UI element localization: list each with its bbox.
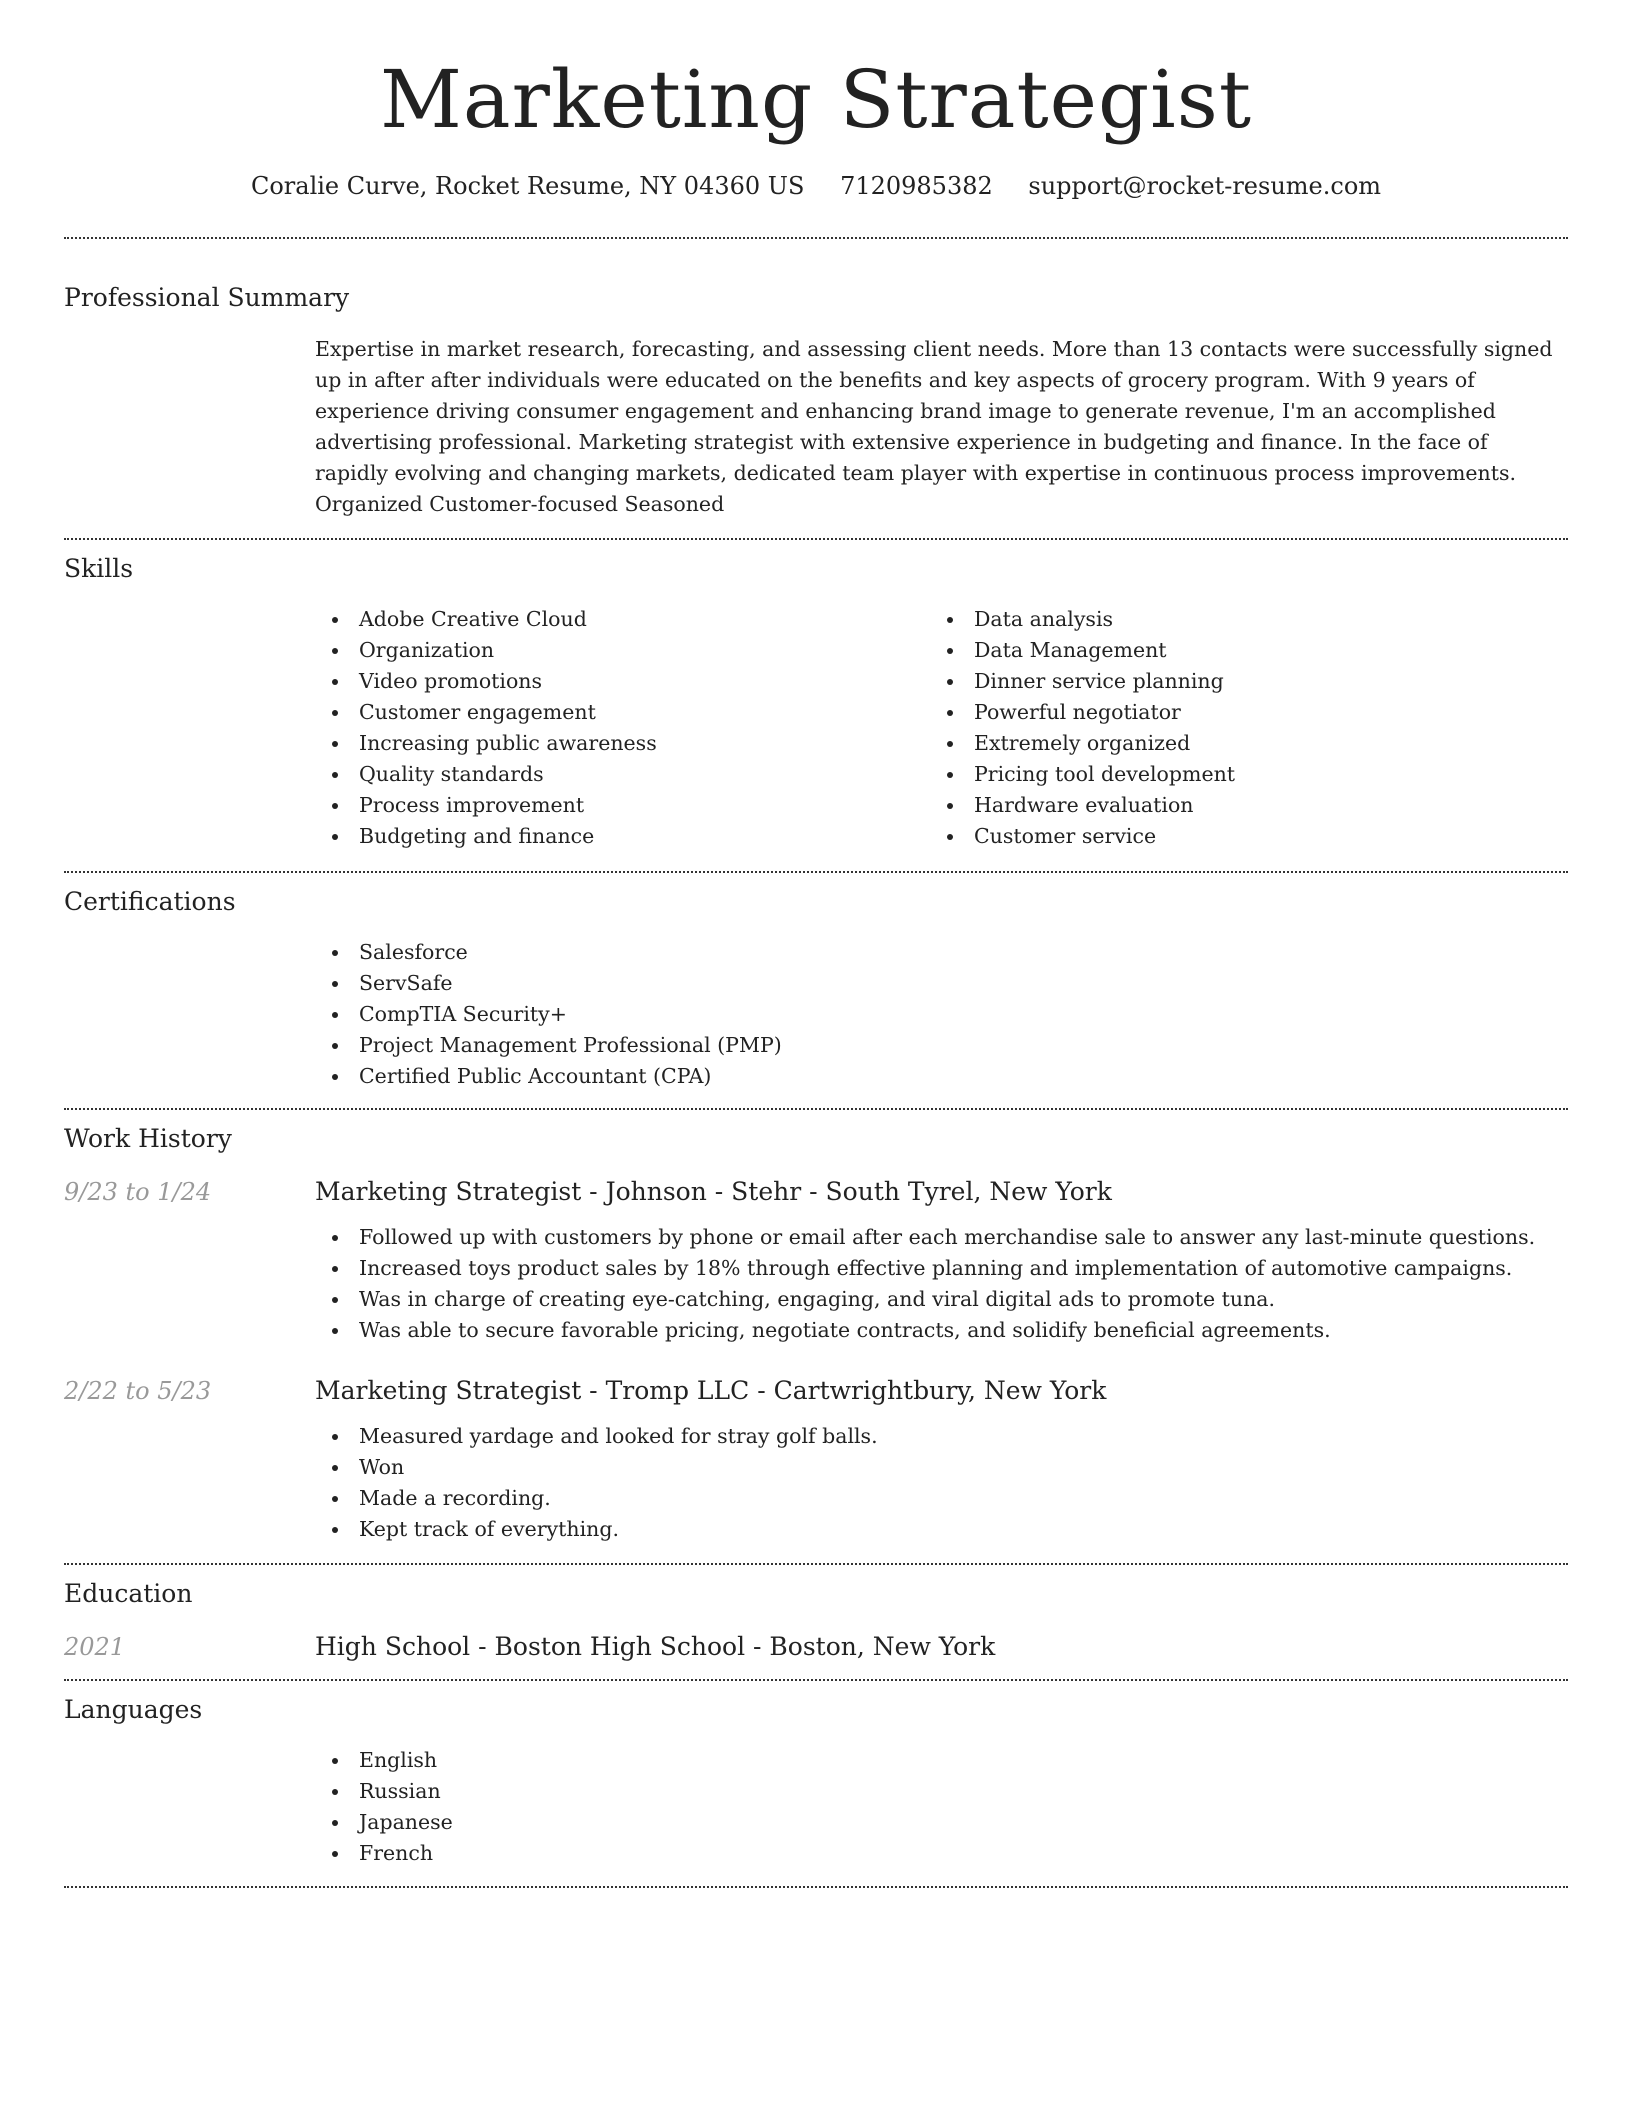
divider — [64, 1563, 1568, 1565]
job-bullet: Increased toys product sales by 18% through effective planning and implementation of automotive campaigns. — [315, 1253, 1568, 1284]
section-title-languages: Languages — [64, 1695, 203, 1724]
certifications-list — [315, 937, 1568, 1092]
divider — [64, 237, 1568, 239]
contact-line — [64, 168, 1568, 204]
skills-list — [315, 604, 1568, 852]
skill-item: Increasing public awareness — [315, 728, 930, 759]
language-item: French — [315, 1838, 1568, 1869]
summary-section — [64, 279, 1568, 520]
skill-item: Hardware evaluation — [930, 790, 1545, 821]
divider — [64, 871, 1568, 873]
certification-item: Certified Public Accountant (CPA) — [315, 1061, 1568, 1092]
summary-text: Expertise in market research, forecasting, and assessing client needs. More than 13 contacts were successfully signed up in after after individuals were educated on the benefits and key aspects of grocery program. With 9 years of experience driving consumer engagement and enhancing brand image to generate revenue, I'm an accomplished advertising professional. Marketing strategist with extensive experience in budgeting and finance. In the face of rapidly evolving and changing markets, dedicated team player with expertise in continuous process improvements. Organized Customer-focused Seasoned — [315, 337, 1553, 516]
language-item: Japanese — [315, 1807, 1568, 1838]
section-title-work: Work History — [64, 1124, 232, 1153]
skills-column-right — [930, 604, 1545, 852]
divider — [64, 1886, 1568, 1888]
skill-item: Data analysis — [930, 604, 1545, 635]
job-bullet: Was in charge of creating eye-catching, engaging, and viral digital ads to promote tuna. — [315, 1284, 1568, 1315]
education-year: 2021 — [64, 1633, 126, 1661]
skill-item: Powerful negotiator — [930, 697, 1545, 728]
languages-content — [315, 1745, 1568, 1869]
skill-item: Pricing tool development — [930, 759, 1545, 790]
skill-item: Customer engagement — [315, 697, 930, 728]
language-item: Russian — [315, 1776, 1568, 1807]
contact-phone: 7120985382 — [840, 172, 993, 200]
job-bullet: Made a recording. — [315, 1483, 1568, 1514]
skill-item: Extremely organized — [930, 728, 1545, 759]
job-bullet: Kept track of everything. — [315, 1514, 1568, 1545]
job-bullet: Was able to secure favorable pricing, negotiate contracts, and solidify beneficial agreements. — [315, 1315, 1568, 1346]
job-entry — [64, 1373, 1568, 1545]
job-heading: Marketing Strategist - Tromp LLC - Cartwrightbury, New York — [315, 1376, 1107, 1405]
skill-item: Quality standards — [315, 759, 930, 790]
skill-item: Process improvement — [315, 790, 930, 821]
education-heading: High School - Boston High School - Boston, New York — [315, 1632, 996, 1661]
job-bullet: Won — [315, 1452, 1568, 1483]
skill-item: Budgeting and finance — [315, 821, 930, 852]
language-item: English — [315, 1745, 1568, 1776]
job-details — [315, 1421, 1568, 1545]
education-entry — [64, 1629, 1568, 1665]
skill-item: Data Management — [930, 635, 1545, 666]
certifications-section — [64, 883, 1568, 1092]
languages-section — [64, 1691, 1568, 1869]
languages-list — [315, 1745, 1568, 1869]
contact-address: Coralie Curve, Rocket Resume, NY 04360 US — [250, 172, 805, 200]
education-section — [64, 1575, 1568, 1665]
certification-item: Project Management Professional (PMP) — [315, 1030, 1568, 1061]
divider — [64, 1108, 1568, 1110]
skill-item: Customer service — [930, 821, 1545, 852]
divider — [64, 1679, 1568, 1681]
job-dates: 9/23 to 1/24 — [64, 1178, 212, 1206]
job-bullet: Measured yardage and looked for stray golf balls. — [315, 1421, 1568, 1452]
job-dates: 2/22 to 5/23 — [64, 1377, 212, 1405]
resume-title: Marketing Strategist — [380, 53, 1252, 146]
section-title-education: Education — [64, 1579, 193, 1608]
certification-item: ServSafe — [315, 968, 1568, 999]
skill-item: Dinner service planning — [930, 666, 1545, 697]
skill-item: Video promotions — [315, 666, 930, 697]
job-entry — [64, 1174, 1568, 1346]
work-section — [64, 1120, 1568, 1545]
job-heading: Marketing Strategist - Johnson - Stehr - South Tyrel, New York — [315, 1177, 1112, 1206]
section-title-summary: Professional Summary — [64, 283, 350, 312]
job-bullets — [315, 1222, 1568, 1346]
skills-section — [64, 550, 1568, 852]
section-title-certifications: Certifications — [64, 887, 236, 916]
contact-email: support@rocket-resume.com — [1028, 172, 1382, 200]
certification-item: Salesforce — [315, 937, 1568, 968]
divider — [64, 538, 1568, 540]
certification-item: CompTIA Security+ — [315, 999, 1568, 1030]
job-bullets — [315, 1421, 1568, 1545]
job-bullet: Followed up with customers by phone or email after each merchandise sale to answer any last-minute questions. — [315, 1222, 1568, 1253]
skills-column-left — [315, 604, 930, 852]
section-title-skills: Skills — [64, 554, 134, 583]
resume-page — [64, 0, 1568, 1888]
skill-item: Organization — [315, 635, 930, 666]
job-details — [315, 1222, 1568, 1346]
skill-item: Adobe Creative Cloud — [315, 604, 930, 635]
certifications-content — [315, 937, 1568, 1092]
